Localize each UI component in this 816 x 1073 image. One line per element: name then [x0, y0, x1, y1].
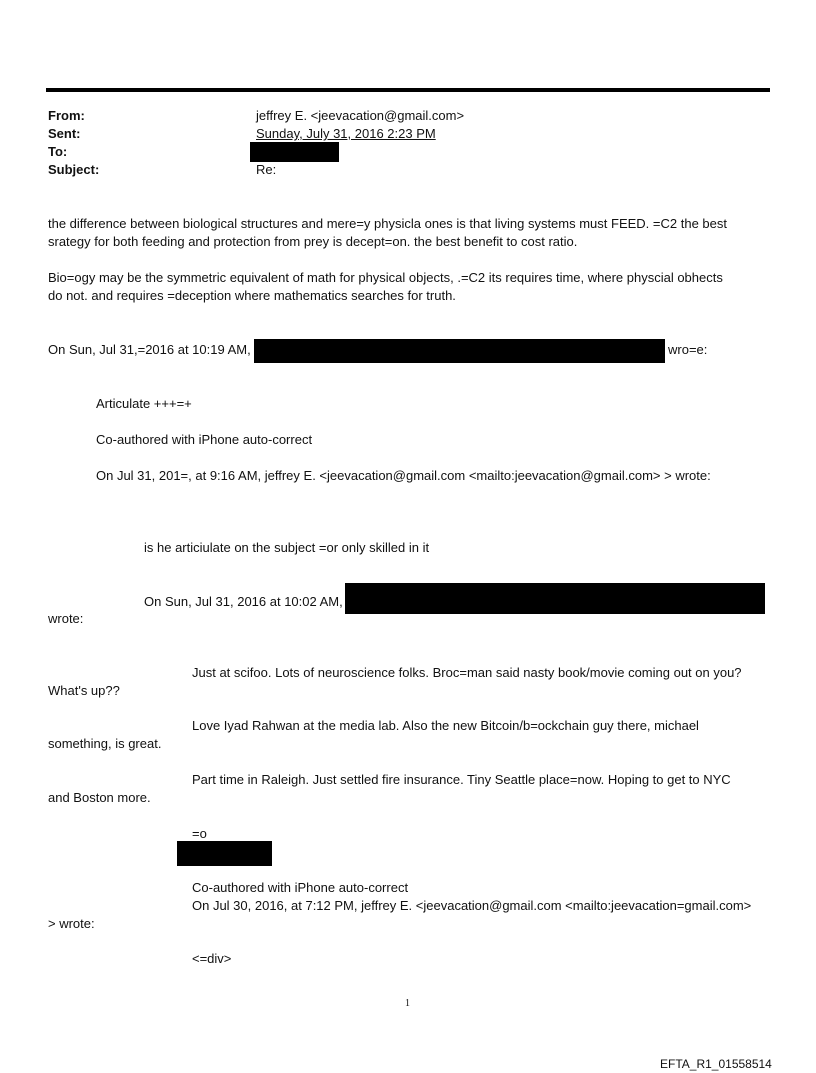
- header-rule: [46, 88, 770, 92]
- footer-id: EFTA_R1_01558514: [660, 1057, 772, 1071]
- quote2-wrote: wrote:: [48, 611, 84, 626]
- quote3-line2a: Love Iyad Rahwan at the media lab. Also the new Bitcoin/b=ockchain guy there, michael: [192, 718, 699, 733]
- body-p1-line2: srategy for both feeding and protection from prey is decept=on. the best benefit to cost ratio.: [48, 234, 578, 249]
- quote3-line6b: > wrote:: [48, 916, 95, 931]
- quote3-line6a: On Jul 30, 2016, at 7:12 PM, jeffrey E. <jeevacation@gmail.com <mailto:jeevacation=gmail.com>: [192, 898, 752, 913]
- quote1-line1: Articulate +++=+: [96, 396, 192, 411]
- quote3-line3b: and Boston more.: [48, 790, 151, 805]
- quote3-line1b: What's up??: [48, 683, 120, 698]
- from-value: jeffrey E. <jeevacation@gmail.com>: [256, 108, 465, 123]
- quote3-line5: Co-authored with iPhone auto-correct: [192, 880, 409, 895]
- quote2-intro: On Sun, Jul 31, 2016 at 10:02 AM,: [144, 594, 343, 609]
- quote1-suffix: wro=e:: [668, 342, 708, 357]
- quote3-line7: <=div>: [192, 951, 232, 966]
- quote2-line1: is he articiulate on the subject =or only skilled in it: [144, 540, 430, 555]
- quote3-line1a: Just at scifoo. Lots of neuroscience folks. Broc=man said nasty book/movie coming out on you?: [192, 665, 742, 680]
- sent-value: Sunday, July 31, 2016 2:23 PM: [256, 126, 436, 141]
- quote1-intro: On Sun, Jul 31,=2016 at 10:19 AM,: [48, 342, 251, 357]
- quote1-line2: Co-authored with iPhone auto-correct: [96, 432, 313, 447]
- redaction-to: [250, 142, 339, 162]
- redaction-sender-2: [345, 583, 765, 614]
- subject-label: Subject:: [48, 162, 100, 177]
- redaction-signature: [177, 841, 272, 866]
- sent-label: Sent:: [48, 126, 81, 141]
- body-p2-line2: do not. and requires =deception where mathematics searches for truth.: [48, 288, 456, 303]
- from-label: From:: [48, 108, 85, 123]
- page-number: 1: [405, 998, 410, 1009]
- quote3-line4: =o: [192, 826, 207, 841]
- redaction-sender-1: [254, 339, 665, 363]
- to-label: To:: [48, 144, 68, 159]
- body-p2-line1: Bio=ogy may be the symmetric equivalent of math for physical objects, .=C2 its requires time, where physcial obhects: [48, 270, 723, 285]
- quote3-line3a: Part time in Raleigh. Just settled fire insurance. Tiny Seattle place=now. Hoping to get to NYC: [192, 772, 731, 787]
- subject-value: Re:: [256, 162, 277, 177]
- quote1-line3: On Jul 31, 201=, at 9:16 AM, jeffrey E. <jeevacation@gmail.com <mailto:jeevacation@gmail.com> > wrote:: [96, 468, 711, 483]
- body-p1-line1: the difference between biological structures and mere=y physicla ones is that living systems must FEED. =C2 the best: [48, 216, 727, 231]
- quote3-line2b: something, is great.: [48, 736, 162, 751]
